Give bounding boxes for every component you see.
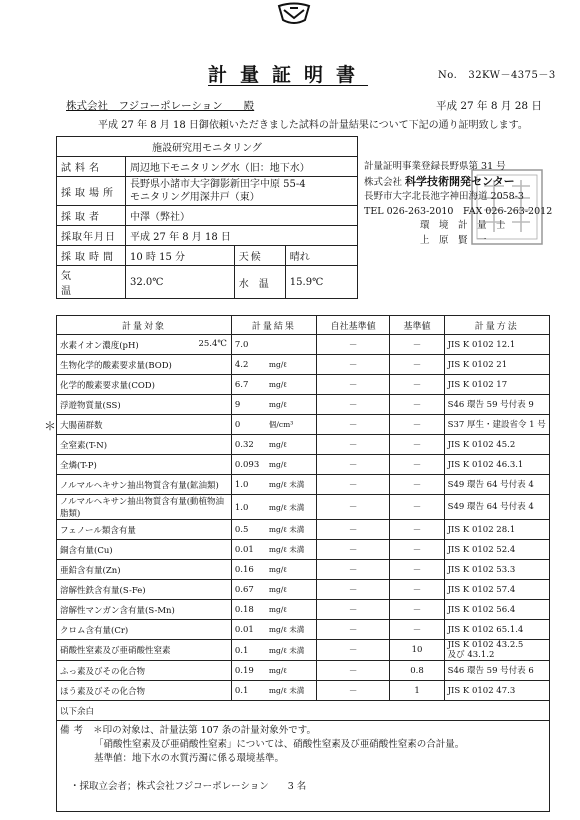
document-number: No. 32KW－4375－3 [438,70,556,81]
note-line: 「硝酸性窒素及び亜硝酸性窒素」については、硝酸性窒素及び亜硝酸性窒素の合計量。 [94,739,465,750]
row-standard: － [390,540,444,560]
row-method: JIS K 0102 57.4 [444,580,549,600]
info-label: 採取場所 [57,177,126,206]
info-label: 天候 [234,246,285,266]
row-own-standard: － [316,560,390,580]
table-row [57,640,550,661]
note-line: ＊印の対象は、計量法第 107 条の計量対象外です。 [93,725,316,736]
info-label: 気温 [57,266,126,299]
table-row [57,375,550,395]
info-label: 水温 [234,266,285,299]
table-row [57,681,550,701]
row-own-standard: － [316,620,390,640]
row-target: 全燐(T-P) [57,455,232,475]
row-result: 0.01 mg/ℓ 未満 [231,540,316,560]
info-value: 周辺地下モニタリング水（旧：地下水） [126,157,358,177]
col-header: 自社基準値 [316,316,390,335]
row-method: JIS K 0102 65.1.4 [444,620,549,640]
row-method: S49 環告 64 号付表 4 [444,495,549,520]
table-row [57,580,550,600]
row-target: ノルマルヘキサン抽出物質含有量(動植物油脂類) [57,495,232,520]
row-standard: － [390,580,444,600]
row-result: 0.67 mg/ℓ [231,580,316,600]
row-standard: － [390,475,444,495]
row-standard: － [390,375,444,395]
table-row [57,495,550,520]
row-standard: － [390,620,444,640]
registration-number: 計量証明事業登録長野県第 31 号 [364,161,506,172]
table-row [57,475,550,495]
issuer-phone: TEL 026-263-2010 FAX 026-263-2012 [364,205,553,217]
info-value: 15.9℃ [285,266,357,299]
row-own-standard: － [316,435,390,455]
info-value: 中澤（弊社） [126,206,358,226]
row-method: S37 厚生・建設省令 1 号 [444,415,549,435]
issuer-address: 長野市大字北長池字神田海道 2058-3 [364,191,524,202]
table-row [57,435,550,455]
row-target: フェノール類含有量 [57,520,232,540]
info-heading: 施設研究用モニタリング [57,137,358,157]
row-standard: － [390,335,444,355]
row-standard: － [390,520,444,540]
row-method: JIS K 0102 17 [444,375,549,395]
table-row [57,520,550,540]
row-own-standard: － [316,640,390,661]
row-standard: － [390,600,444,620]
info-value: 長野県小諸市大字御影新田字中原 55-4 モニタリング用深井戸（東） [126,177,358,206]
row-own-standard: － [316,355,390,375]
table-row [57,540,550,560]
info-label: 採取時間 [57,246,126,266]
row-result: 0.5 mg/ℓ 未満 [231,520,316,540]
row-result: 0.18 mg/ℓ [231,600,316,620]
info-label: 試料名 [57,157,126,177]
official-seal-stamp [470,168,544,246]
row-result: 9 mg/ℓ [231,395,316,415]
asterisk-marker: ＊ [44,418,57,433]
note-line: 基準値：地下水の水質汚濁に係る環境基準。 [94,753,285,764]
row-method: JIS K 0102 12.1 [444,335,549,355]
row-own-standard: － [316,520,390,540]
table-row [57,600,550,620]
row-method: JIS K 0102 56.4 [444,600,549,620]
col-header: 計量方法 [444,316,549,335]
row-method: JIS K 0102 53.3 [444,560,549,580]
row-method: JIS K 0102 52.4 [444,540,549,560]
row-result: 0.19 mg/ℓ [231,661,316,681]
info-label: 採取年月日 [57,226,126,246]
row-own-standard: － [316,661,390,681]
table-row [57,455,550,475]
col-header: 基準値 [390,316,444,335]
row-target: 大腸菌群数 [57,415,232,435]
row-own-standard: － [316,455,390,475]
row-result: 6.7 mg/ℓ [231,375,316,395]
row-target: 浮遊物質量(SS) [57,395,232,415]
row-method: JIS K 0102 45.2 [444,435,549,455]
blank-row: 以下余白 [57,701,550,721]
table-row [57,395,550,415]
row-standard: － [390,455,444,475]
row-target: 硝酸性窒素及び亜硝酸性窒素 [57,640,232,661]
row-target: 化学的酸素要求量(COD) [57,375,232,395]
row-method: JIS K 0102 21 [444,355,549,375]
row-result: 1.0 mg/ℓ 未満 [231,475,316,495]
row-target: ふっ素及びその化合物 [57,661,232,681]
row-result: 0.01 mg/ℓ 未満 [231,620,316,640]
issuer-role: 環 境 計 量 士 [420,220,506,231]
row-target: 全窒素(T-N) [57,435,232,455]
info-value: 32.0℃ [126,266,235,299]
col-header: 計量結果 [231,316,316,335]
info-value: 10 時 15 分 [126,246,235,266]
company-logo-icon [276,2,312,26]
row-own-standard: － [316,395,390,415]
row-standard: － [390,415,444,435]
row-own-standard: － [316,600,390,620]
row-method: JIS K 0102 46.3.1 [444,455,549,475]
row-own-standard: － [316,335,390,355]
table-row [57,355,550,375]
row-standard: － [390,395,444,415]
sampling-info-table [56,136,358,299]
row-target: ほう素及びその化合物 [57,681,232,701]
row-result: 4.2 mg/ℓ [231,355,316,375]
row-result: 0.1 mg/ℓ 未満 [231,640,316,661]
table-row [57,560,550,580]
table-row [57,661,550,681]
info-label: 採取者 [57,206,126,226]
row-own-standard: － [316,375,390,395]
issuer-company: 株式会社 科学技術開発センター [364,174,515,188]
row-own-standard: － [316,475,390,495]
row-method: S46 環告 59 号付表 6 [444,661,549,681]
info-value: 平成 27 年 8 月 18 日 [126,226,358,246]
row-result: 0.093 mg/ℓ [231,455,316,475]
row-result: 7.0 [231,335,316,355]
row-own-standard: － [316,681,390,701]
row-target: 水素イオン濃度(pH) 25.4℃ [57,335,232,355]
row-standard: － [390,355,444,375]
row-method: JIS K 0102 28.1 [444,520,549,540]
col-header: 計量対象 [57,316,232,335]
row-standard: 1 [390,681,444,701]
info-value: 晴れ [285,246,357,266]
row-target: 溶解性マンガン含有量(S-Mn) [57,600,232,620]
table-row [57,415,550,435]
row-standard: － [390,560,444,580]
row-own-standard: － [316,495,390,520]
notes-label: 備考 [60,725,88,736]
row-method: JIS K 0102 43.2.5 及び 43.1.2 [444,640,549,661]
row-method: S46 環告 59 号付表 9 [444,395,549,415]
issuer-person: 上 原 賢 一 [420,234,487,246]
issue-date: 平成 27 年 8 月 28 日 [436,100,542,112]
row-own-standard: － [316,580,390,600]
table-row [57,335,550,355]
row-target: 溶解性鉄含有量(S-Fe) [57,580,232,600]
row-own-standard: － [316,540,390,560]
row-target: ノルマルヘキサン抽出物質含有量(鉱油類) [57,475,232,495]
table-row [57,620,550,640]
row-standard: － [390,495,444,520]
row-result: 1.0 mg/ℓ 未満 [231,495,316,520]
row-result: 0.1 mg/ℓ 未満 [231,681,316,701]
row-method: S49 環告 64 号付表 4 [444,475,549,495]
row-result: 0.16 mg/ℓ [231,560,316,580]
row-target: 亜鉛含有量(Zn) [57,560,232,580]
row-target: 銅含有量(Cu) [57,540,232,560]
row-result: 0.32 mg/ℓ [231,435,316,455]
notes-section [57,721,550,812]
row-own-standard: － [316,415,390,435]
row-result: 0 個/cm³ [231,415,316,435]
client-name: 株式会社 フジコーポレーション 殿 [66,100,255,112]
row-target: 生物化学的酸素要求量(BOD) [57,355,232,375]
row-standard: － [390,435,444,455]
note-line: ・採取立会者；株式会社フジコーポレーション 3 名 [70,781,307,792]
intro-text: 平成 27 年 8 月 18 日御依頼いただきました試料の計量結果について下記の通り証明致します。 [98,120,528,131]
row-method: JIS K 0102 47.3 [444,681,549,701]
row-target: クロム含有量(Cr) [57,620,232,640]
row-standard: 0.8 [390,661,444,681]
results-table [56,315,550,812]
document-title: 計量証明書 [208,64,369,86]
row-standard: 10 [390,640,444,661]
